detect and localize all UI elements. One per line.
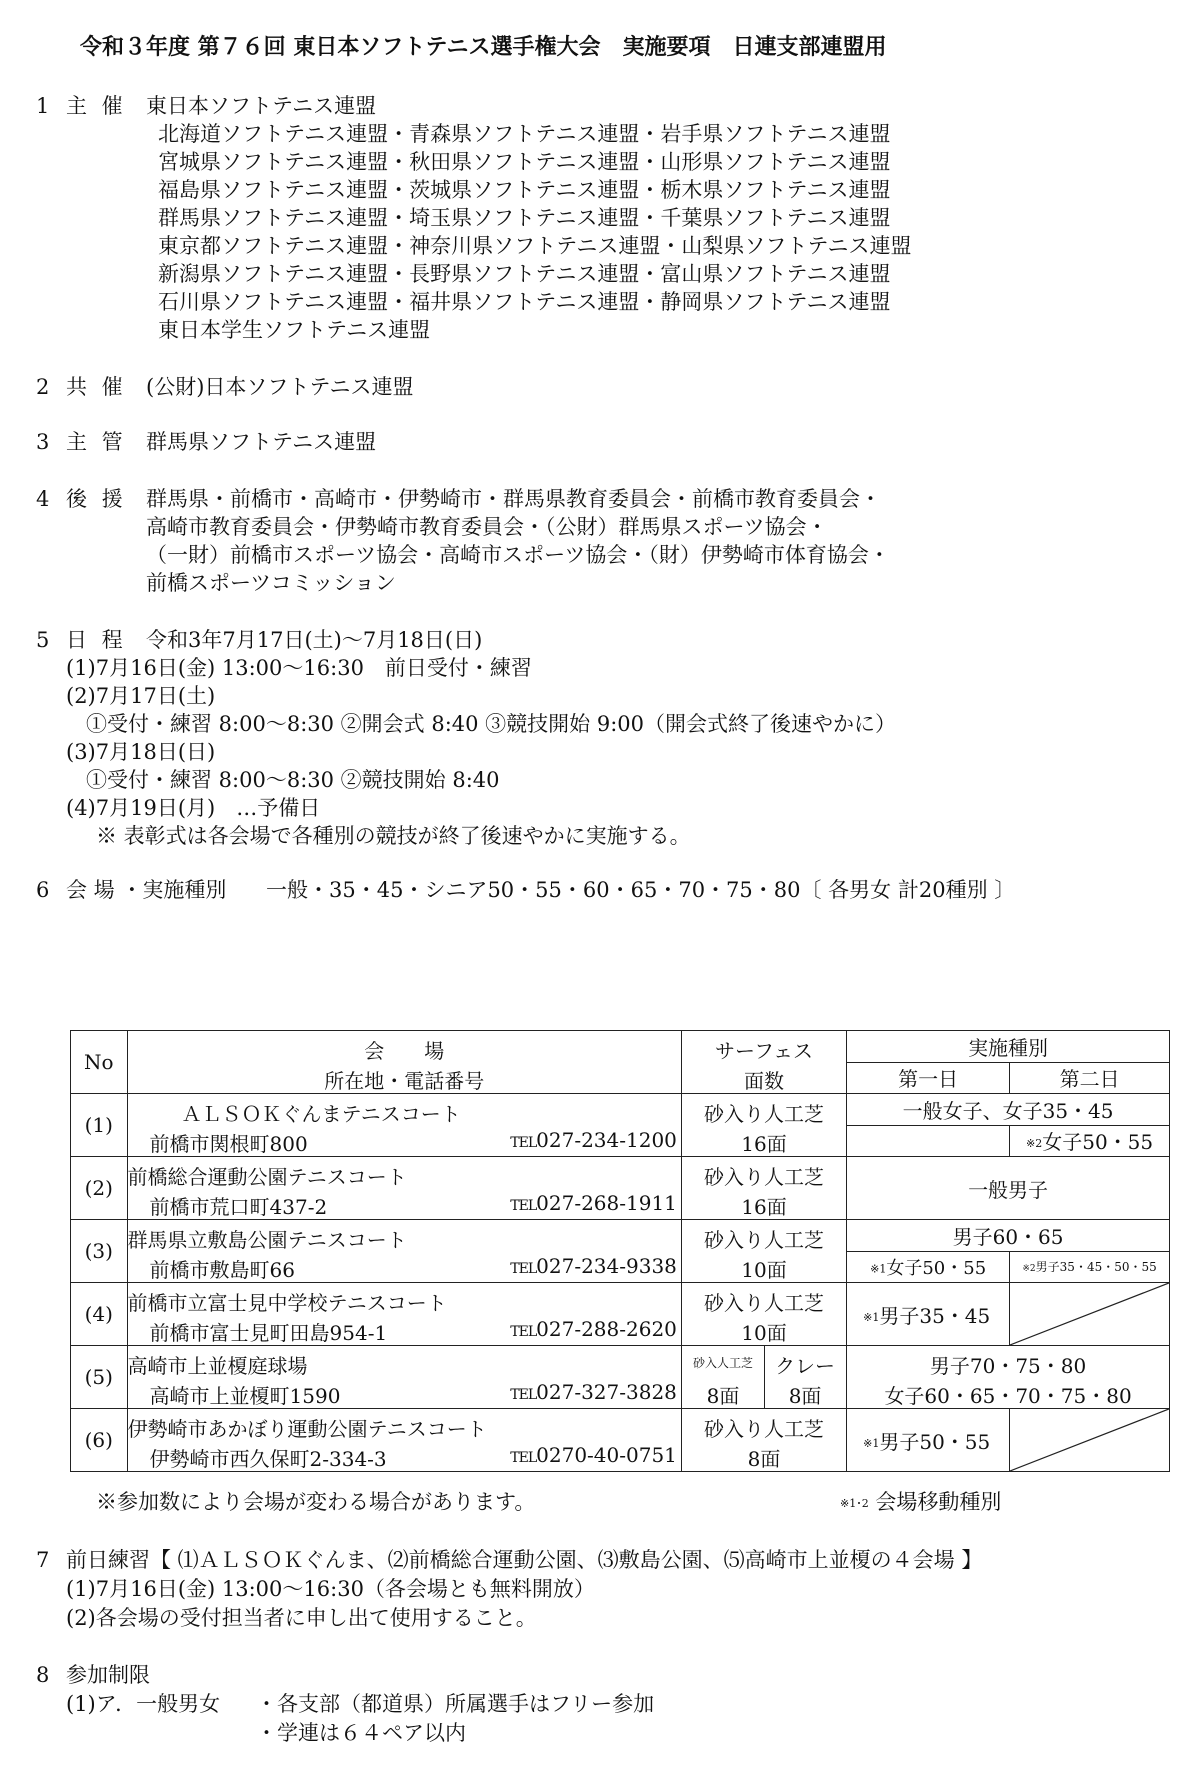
supervisor-text: 群馬県ソフトテニス連盟 [146,430,377,454]
header-venue-label: 会 場 [364,1039,445,1063]
section-5-heading: 日 程 [66,628,127,652]
table-header-row [71,1031,1170,1063]
court-count: 8面 [706,1384,740,1408]
event-day2-empty [1010,1409,1170,1472]
venue-address: 高崎市上並榎町1590 [149,1384,341,1408]
header-event [847,1031,1170,1063]
tel-mark: TEL [510,1450,537,1466]
surface-type: 砂入り人工芝 [704,1165,825,1189]
venue-no [71,1220,128,1283]
venue-name: 群馬県立敷島公園テニスコート [127,1228,407,1252]
organizer-line: 東京都ソフトテニス連盟・神奈川県ソフトテニス連盟・山梨県ソフトテニス連盟 [158,234,912,258]
court-count: 16面 [741,1132,787,1156]
venue-address: 前橋市敷島町66 [149,1258,295,1282]
venue-address: 前橋市荒口町437-2 [149,1195,328,1219]
event-label: 女子50・55 [886,1257,987,1279]
event-both-days [847,1346,1170,1409]
venue-no-label: (6) [84,1428,113,1452]
header-venue [127,1031,681,1094]
event-categories: 一般・35・45・シニア50・55・60・65・70・75・80〔 各男女 計20種別 〕 [266,878,1016,902]
note-mark: ※1･2 [840,1497,869,1510]
sponsor-line: 前橋スポーツコミッション [146,571,396,595]
section-2-heading: 共 催 [66,375,127,399]
note-mark: ※1 [863,1310,880,1324]
event-day1 [847,1283,1010,1346]
phone-number: 0270-40-0751 [536,1443,677,1467]
organizer-line: 石川県ソフトテニス連盟・福井県ソフトテニス連盟・静岡県ソフトテニス連盟 [158,290,891,314]
phone-number: 027-268-1911 [536,1191,677,1215]
court-count: 10面 [741,1258,787,1282]
phone-number: 027-234-1200 [536,1128,677,1152]
organizer-line: 宮城県ソフトテニス連盟・秋田県ソフトテニス連盟・山形県ソフトテニス連盟 [158,150,891,174]
venue-phone [510,1254,677,1278]
tel-mark: TEL [510,1387,537,1403]
venue-no [71,1157,128,1220]
venue-name: 伊勢崎市あかぼり運動公園テニスコート [127,1417,487,1441]
venue-no-label: (1) [84,1113,113,1137]
venue-no-label: (3) [84,1239,113,1263]
venue-no-label: (5) [84,1365,113,1389]
header-surface-label: サーフェス [715,1039,814,1063]
schedule-line: (1)7月16日(金) 13:00～16:30 前日受付・練習 [66,656,532,680]
sponsor-line: 高崎市教育委員会・伊勢崎市教育委員会・（公財）群馬県スポーツ協会・ [146,515,828,539]
practice-line: (2)各会場の受付担当者に申し出て使用すること。 [66,1606,537,1630]
organizer-line: 群馬県ソフトテニス連盟・埼玉県ソフトテニス連盟・千葉県ソフトテニス連盟 [158,206,891,230]
event-label: 男子50・55 [879,1429,991,1454]
organizer-line: 福島県ソフトテニス連盟・茨城県ソフトテニス連盟・栃木県ソフトテニス連盟 [158,178,891,202]
schedule-line: (4)7月19日(月) …予備日 [66,796,321,820]
venue-name: 前橋総合運動公園テニスコート [127,1165,407,1189]
event-day1 [847,1125,1010,1157]
surface-type: 砂入り人工芝 [704,1417,825,1441]
note-mark: ※1 [863,1436,880,1450]
organizer-line: 北海道ソフトテニス連盟・青森県ソフトテニス連盟・岩手県ソフトテニス連盟 [158,122,891,146]
note-mark: ※1 [870,1262,887,1276]
venue-address: 前橋市富士見町田島954-1 [149,1321,388,1345]
section-8-number: 8 [36,1663,50,1687]
venue-cell [127,1094,681,1157]
venue-no-label: (4) [84,1302,113,1326]
section-4-number: 4 [36,487,50,511]
venue-name: ＡＬＳＯＫぐんまテニスコート [181,1102,461,1126]
organizer-main: 東日本ソフトテニス連盟 [146,94,377,118]
section-6-number: 6 [36,878,50,902]
section-3-number: 3 [36,430,50,454]
venue-change-note: ※参加数により会場が変わる場合があります。 [96,1490,536,1514]
court-count: 16面 [741,1195,787,1219]
restriction-line: ・各支部（都道県）所属選手はフリー参加 [256,1692,655,1716]
event-label: 男子70・75・80 [929,1354,1087,1378]
event-day2 [1010,1251,1170,1283]
venue-cell [127,1157,681,1220]
venue-phone [510,1128,677,1152]
venue-move-label: 会場移動種別 [875,1490,1002,1514]
section-6-heading: 会 場 ・実施種別 [66,878,227,902]
note-mark: ※2 [1022,1264,1036,1275]
section-8-heading: 参加制限 [66,1663,150,1687]
header-surface [681,1031,846,1094]
header-day2 [1010,1062,1170,1094]
venue-move-note [840,1492,1001,1513]
event-day1 [847,1251,1010,1283]
section-4-heading: 後 援 [66,487,127,511]
phone-number: 027-234-9338 [536,1254,677,1278]
venue-cell [127,1283,681,1346]
schedule-note: ※ 表彰式は各会場で各種別の競技が終了後速やかに実施する。 [96,824,691,848]
section-1-heading: 主 催 [66,94,127,118]
schedule-line: ①受付・練習 8:00～8:30 ②開会式 8:40 ③競技開始 9:00（開会式終了後速やかに） [86,712,897,736]
venue-address: 前橋市関根町800 [149,1132,308,1156]
schedule-line: (2)7月17日(土) [66,684,216,708]
table-row [71,1220,1170,1252]
surface-cell [681,1220,846,1283]
surface-type: 砂入り人工芝 [704,1102,825,1126]
note-mark: ※2 [1026,1137,1043,1151]
organizer-line: 新潟県ソフトテニス連盟・長野県ソフトテニス連盟・富山県ソフトテニス連盟 [158,262,891,286]
document-title: 令和３年度 第７６回 東日本ソフトテニス選手権大会 実施要項 日連支部連盟用 [80,34,887,60]
table-row [71,1283,1170,1346]
event-label: 女子60・65・70・75・80 [884,1384,1132,1408]
diagonal-strike [1010,1409,1169,1471]
surface-cell [681,1094,846,1157]
event-day2 [1010,1125,1170,1157]
practice-line: (1)7月16日(金) 13:00～16:30（各会場とも無料開放） [66,1577,595,1601]
court-count: 8面 [747,1447,781,1471]
surface-type: 砂入人工芝 [692,1356,753,1370]
event-both-days [847,1094,1170,1126]
venue-name: 高崎市上並榎庭球場 [127,1354,308,1378]
diagonal-strike [1010,1283,1169,1345]
table-row [71,1157,1170,1220]
restriction-label: (1)ア．一般男女 [66,1692,221,1716]
venue-phone [510,1191,677,1215]
phone-number: 027-288-2620 [536,1317,677,1341]
organizer-line: 東日本学生ソフトテニス連盟 [158,318,431,342]
event-both-days [847,1157,1170,1220]
schedule-line: ①受付・練習 8:00～8:30 ②競技開始 8:40 [86,768,500,792]
header-day1 [847,1062,1010,1094]
surface-type: 砂入り人工芝 [704,1291,825,1315]
header-day2-label: 第二日 [1059,1067,1120,1092]
header-no-label: No [83,1050,114,1074]
section-5-number: 5 [36,628,50,652]
venue-address: 伊勢崎市西久保町2-334-3 [149,1447,387,1471]
section-3-heading: 主 管 [66,430,127,454]
venue-name: 前橋市立富士見中学校テニスコート [127,1291,447,1315]
event-label: 一般女子、女子35・45 [902,1098,1114,1123]
venue-no-label: (2) [84,1176,113,1200]
surface-cell [681,1346,846,1409]
event-label: 女子50・55 [1042,1130,1154,1155]
practice-heading: 前日練習【 ⑴ＡＬＳＯＫぐんま、⑵前橋総合運動公園、⑶敷島公園、⑸高崎市上並榎の４会場 】 [66,1548,983,1572]
header-day1-label: 第一日 [898,1067,959,1092]
header-address-label: 所在地・電話番号 [324,1069,485,1093]
tel-mark: TEL [510,1324,537,1340]
event-day1 [847,1409,1010,1472]
venue-table [70,1030,1170,1472]
header-event-label: 実施種別 [968,1035,1049,1060]
schedule-line: (3)7月18日(日) [66,740,216,764]
venue-cell [127,1346,681,1409]
venue-phone [510,1443,677,1467]
phone-number: 027-327-3828 [536,1380,677,1404]
co-host-text: (公財)日本ソフトテニス連盟 [146,375,414,399]
venue-no [71,1409,128,1472]
event-day2-empty [1010,1283,1170,1346]
court-count: 8面 [788,1384,822,1408]
surface-cell [681,1283,846,1346]
venue-no [71,1094,128,1157]
surface-cell [681,1157,846,1220]
header-courts-label: 面数 [744,1069,785,1093]
sponsor-line: （一財）前橋市スポーツ協会・高崎市スポーツ協会・（財）伊勢崎市体育協会・ [146,543,890,567]
tel-mark: TEL [510,1261,537,1277]
schedule-main: 令和3年7月17日(土)～7月18日(日) [146,628,483,652]
surface-type: クレー [775,1354,836,1378]
event-label: 男子60・65 [952,1224,1064,1249]
surface-split-right [764,1346,846,1408]
venue-phone [510,1317,677,1341]
sponsor-line: 群馬県・前橋市・高崎市・伊勢崎市・群馬県教育委員会・前橋市教育委員会・ [146,487,881,511]
section-7-number: 7 [36,1548,50,1572]
court-count: 10面 [741,1321,787,1345]
event-both-days [847,1220,1170,1252]
tel-mark: TEL [510,1198,537,1214]
event-label: 一般男子 [968,1177,1049,1202]
venue-cell [127,1220,681,1283]
section-1-number: 1 [36,94,50,118]
surface-split-left [682,1346,765,1408]
table-row [71,1409,1170,1472]
venue-no [71,1283,128,1346]
venue-no [71,1346,128,1409]
event-label: 男子35・45 [879,1303,991,1328]
table-row [71,1346,1170,1409]
surface-cell [681,1409,846,1472]
surface-type: 砂入り人工芝 [704,1228,825,1252]
tel-mark: TEL [510,1135,537,1151]
section-2-number: 2 [36,375,50,399]
table-row [71,1094,1170,1126]
header-no [71,1031,128,1094]
venue-phone [510,1380,677,1404]
restriction-line: ・学連は６４ペア以内 [256,1721,466,1745]
event-label: 男子35・45・50・55 [1035,1260,1157,1275]
venue-cell [127,1409,681,1472]
